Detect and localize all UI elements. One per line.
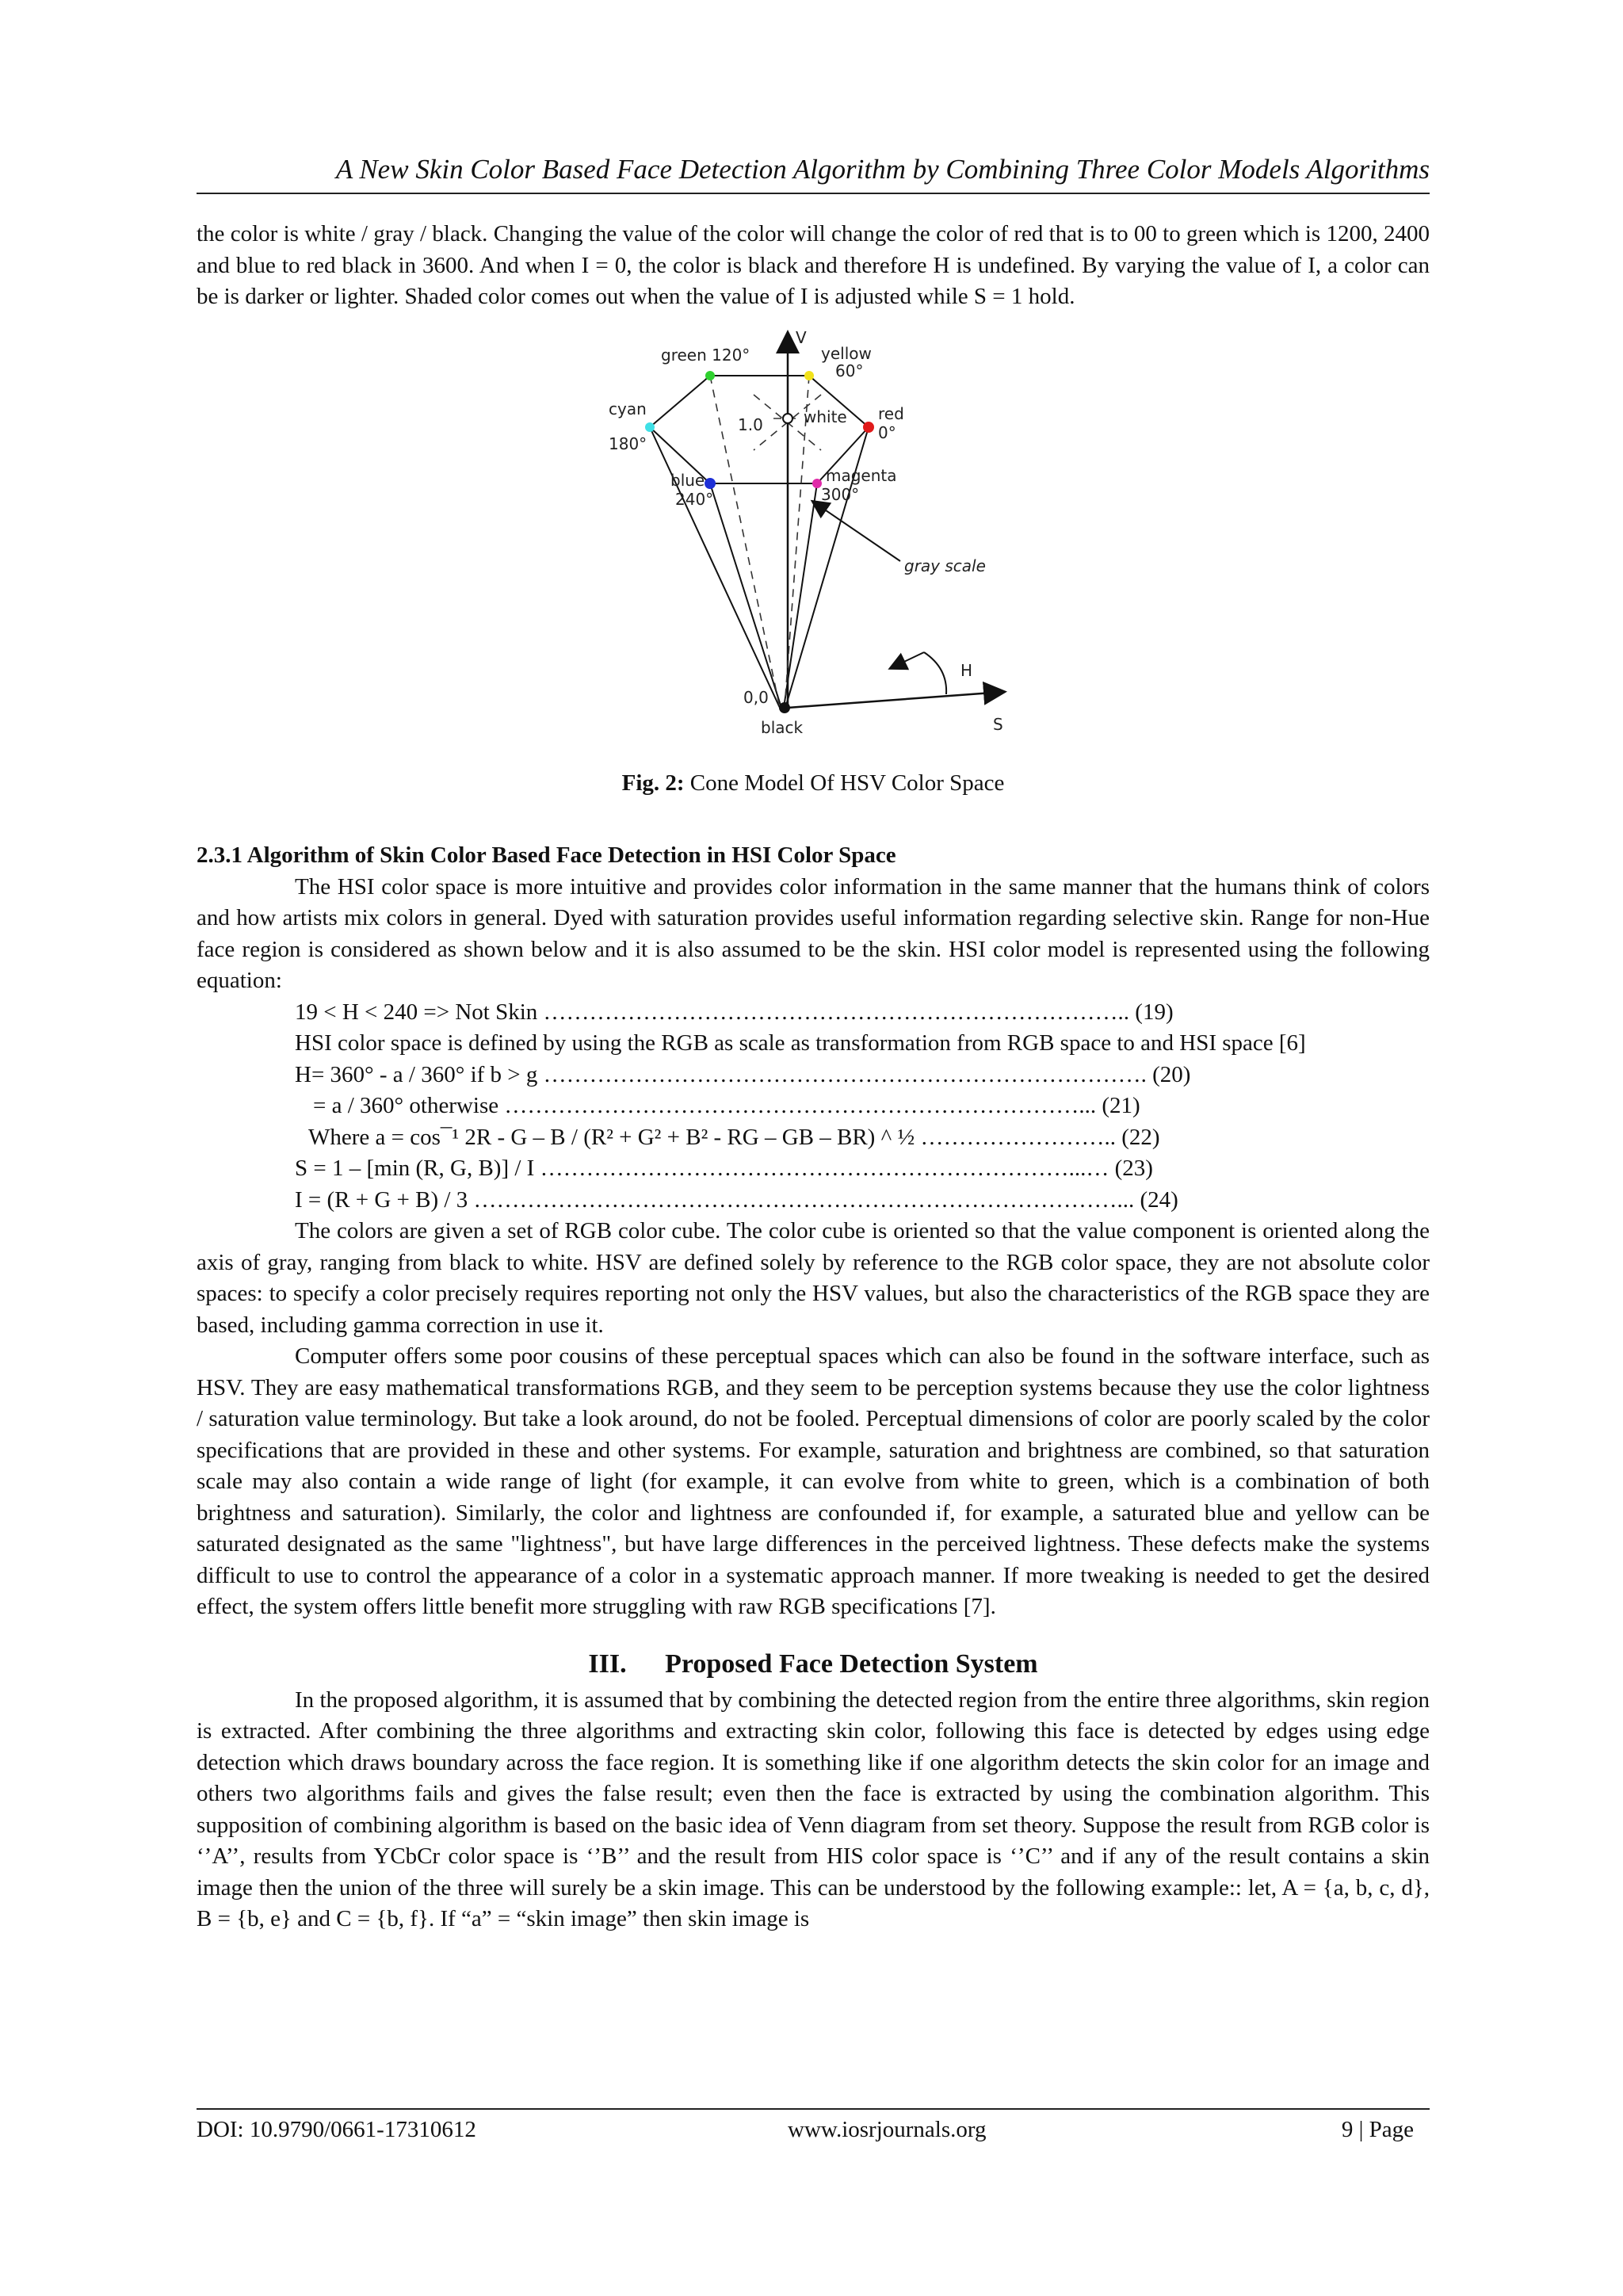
cyan-label: cyan xyxy=(609,399,647,418)
caption-text: Cone Model Of HSV Color Space xyxy=(689,770,1005,796)
value-one-label: 1.0 xyxy=(738,415,763,434)
figure-hsv-cone xyxy=(197,319,1430,763)
s-axis-label: S xyxy=(993,714,1003,734)
section-title: Proposed Face Detection System xyxy=(665,1648,1038,1679)
cyan-point xyxy=(645,422,655,432)
green-label: green 120° xyxy=(661,345,750,365)
yellow-point xyxy=(804,371,814,380)
blue-point xyxy=(705,478,716,489)
equation-24: I = (R + G + B) / 3 …………………………………………………………………………... (24) xyxy=(295,1186,1178,1213)
black-label: black xyxy=(761,717,804,737)
equation-23: S = 1 – [min (R, G, B)] / I ……………………………………………………………...… (23) xyxy=(295,1156,1153,1181)
equation-19: 19 < H < 240 => Not Skin ………………………………………………………………….. (19) xyxy=(295,999,1174,1025)
hsv-cone-diagram xyxy=(591,319,1035,739)
gray-scale-pointer xyxy=(813,502,900,561)
hue-label: H xyxy=(960,660,973,680)
yellow-degree: 60° xyxy=(835,361,864,380)
origin-label: 0,0 xyxy=(743,687,769,707)
paragraph: The colors are given a set of RGB color cube. The color cube is oriented so that the value component is oriented along the axis of gray, ranging from black to white. HSV are defined solely by reference to the RGB color space, they are not absolute color spaces: to specify a color precisely requires reporting not only the HSV values, but also the characteristics of the RGB space they are based, including gamma correction in use it. xyxy=(197,1218,1430,1338)
magenta-degree: 300° xyxy=(821,484,860,504)
header-rule xyxy=(197,193,1430,194)
paragraph: Computer offers some poor cousins of these perceptual spaces which can also be found in the software interface, such as HSV. They are easy mathematical transformations RGB, and they seem to be perception systems because they use the color lightness / saturation value terminology. But take a look around, do not be fooled. Perceptual dimensions of color are poorly scaled by the color specifications that are provided in these and other systems. For example, saturation and brightness are combined, so that saturation scale may also contain a wide range of light (for example, it can evolve from white to green, which is a combination of both brightness and saturation). Similarly, the color and lightness are confounded if, for example, a saturated blue and yellow can be saturated designated as the same "lightness", but have large differences in the perceived lightness. These defects make the systems difficult to use to control the appearance of a color in a systematic approach manner. If more tweaking is needed to get the desired effect, the system offers little benefit more struggling with raw RGB specifications [7]. xyxy=(197,1343,1430,1619)
section-number: III. xyxy=(588,1648,627,1679)
subsection-title: 2.3.1 Algorithm of Skin Color Based Face Detection in HSI Color Space xyxy=(197,842,896,868)
paragraph: In the proposed algorithm, it is assumed that by combining the detected region from the entire three algorithms, skin region is extracted. After combining the three algorithms and extracting skin color, following this face is detected by edges using edge detection which draws boundary across the face region. It is something like if one algorithm detects the skin color for an image and others two algorithms fails and gives the false result; even then the face is extracted by using the combination algorithm. This supposition of combining algorithm is based on the basic idea of Venn diagram from set theory. Suppose the result from RGB color is ‘’A’’, results from YCbCr color space is ‘’B’’ and the result from HIS color space is ‘’C’’ and if any of the result contains a skin image then the union of the three will surely be a skin image. This can be understood by the following example:: let, A = {a, b, c, d}, B = {b, e} and C = {b, f}. If “a” = “skin image” then skin image is xyxy=(197,1687,1430,1931)
body-text xyxy=(197,219,1430,1935)
gray-scale-label: gray scale xyxy=(904,556,986,575)
footer-url[interactable]: www.iosrjournals.org xyxy=(788,2117,987,2142)
hue-arc xyxy=(924,652,946,694)
footer-rule xyxy=(197,2108,1430,2110)
footer-page-number: 9 | Page xyxy=(1341,2117,1414,2142)
magenta-label: magenta xyxy=(826,465,897,485)
figure-caption xyxy=(197,768,1430,800)
v-axis-label: V xyxy=(796,327,807,347)
red-degree: 0° xyxy=(878,422,896,442)
blue-label: blue xyxy=(670,470,705,490)
yellow-label: yellow xyxy=(821,343,872,363)
paragraph: the color is white / gray / black. Changing the value of the color will change the color of red that is to 00 to green which is 1200, 2400 and blue to red black in 3600. And when I = 0, the color is black and therefore H is undefined. By varying the value of I, a color can be is darker or lighter. Shaded color comes out when the value of I is adjusted while S = 1 hold. xyxy=(197,221,1430,309)
black-point xyxy=(779,702,790,713)
paragraph: HSI color space is defined by using the RGB as scale as transformation from RGB space to and HSI space [6] xyxy=(295,1030,1306,1056)
caption-label: Fig. 2: xyxy=(621,770,685,796)
paragraph: The HSI color space is more intuitive and provides color information in the same manner that the humans think of colors and how artists mix colors in general. Dyed with saturation provides useful information regarding selective skin. Range for non-Hue face region is considered as shown below and it is also assumed to be the skin. HSI color model is represented using the following equation: xyxy=(197,873,1430,993)
green-point xyxy=(705,371,715,380)
equation-21: = a / 360° otherwise …………………………………………………………………... (21) xyxy=(313,1093,1140,1118)
footer-doi: DOI: 10.9790/0661-17310612 xyxy=(197,2117,476,2142)
running-header: A New Skin Color Based Face Detection Algorithm by Combining Three Color Models Algorithms xyxy=(335,154,1430,185)
blue-degree: 240° xyxy=(675,489,714,509)
cyan-degree: 180° xyxy=(609,434,647,453)
white-point xyxy=(783,414,792,423)
section-heading xyxy=(197,1647,1430,1682)
hue-arrow xyxy=(891,652,924,668)
red-label: red xyxy=(878,403,904,423)
red-point xyxy=(863,422,874,433)
s-axis-line xyxy=(788,692,1003,708)
equation-22: Where a = cos¯¹ 2R - G – B / (R² + G² + B² - RG – GB – BR) ^ ½ …………………….. (22) xyxy=(308,1124,1160,1150)
white-label: white xyxy=(804,407,847,426)
equation-20: H= 360° - a / 360° if b > g ……………………………………………………………………. (20) xyxy=(295,1061,1191,1087)
